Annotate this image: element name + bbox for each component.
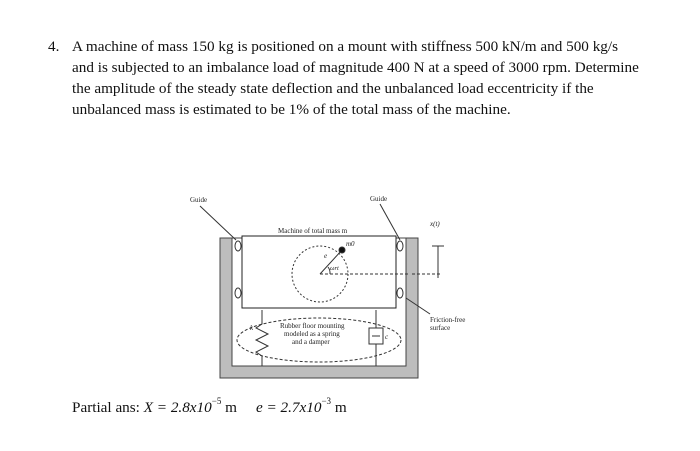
stiffness-label: k xyxy=(250,324,254,332)
rubber-label-3: and a damper xyxy=(292,338,330,346)
damping-label: c xyxy=(385,333,389,341)
guide-left-label: Guide xyxy=(190,196,208,204)
rubber-label-1: Rubber floor mounting xyxy=(280,322,345,330)
amplitude-value: $X = 2.8x10^{-5}$ m xyxy=(143,396,237,417)
eccentricity-label: e xyxy=(324,252,328,260)
rubber-label-2: modeled as a spring xyxy=(284,330,340,338)
displacement-label: x(t) xyxy=(430,220,440,228)
partial-answer xyxy=(72,398,347,417)
machine-label: Machine of total mass m xyxy=(278,227,348,235)
answer-label: Partial ans: xyxy=(72,399,140,417)
machine-block xyxy=(242,236,396,308)
eccentricity-value: $e = 2.7x10^{-3}$ m xyxy=(255,396,347,417)
guide-right-label: Guide xyxy=(370,195,388,203)
friction-label-2: surface xyxy=(430,324,451,332)
machine-mount-diagram xyxy=(180,188,490,388)
friction-label-1: Friction-free xyxy=(430,316,466,324)
problem-number: 4. xyxy=(48,38,60,55)
angle-label: ωrt xyxy=(330,265,339,272)
problem-text: A machine of mass 150 kg is positioned on a mount with stiffness 500 kN/m and 500 kg/s and is subjected to an imbalance load of magnitude 400 N at a speed of 3000 rpm. Determine the amplitude of the steady state deflection and the unbalanced load eccentricity if the unbalanced mass is estimated to be 1% of the total mass of the machine. xyxy=(72,38,639,118)
unbalanced-mass-label: m0 xyxy=(346,240,355,248)
unbalanced-mass-dot xyxy=(339,247,345,253)
